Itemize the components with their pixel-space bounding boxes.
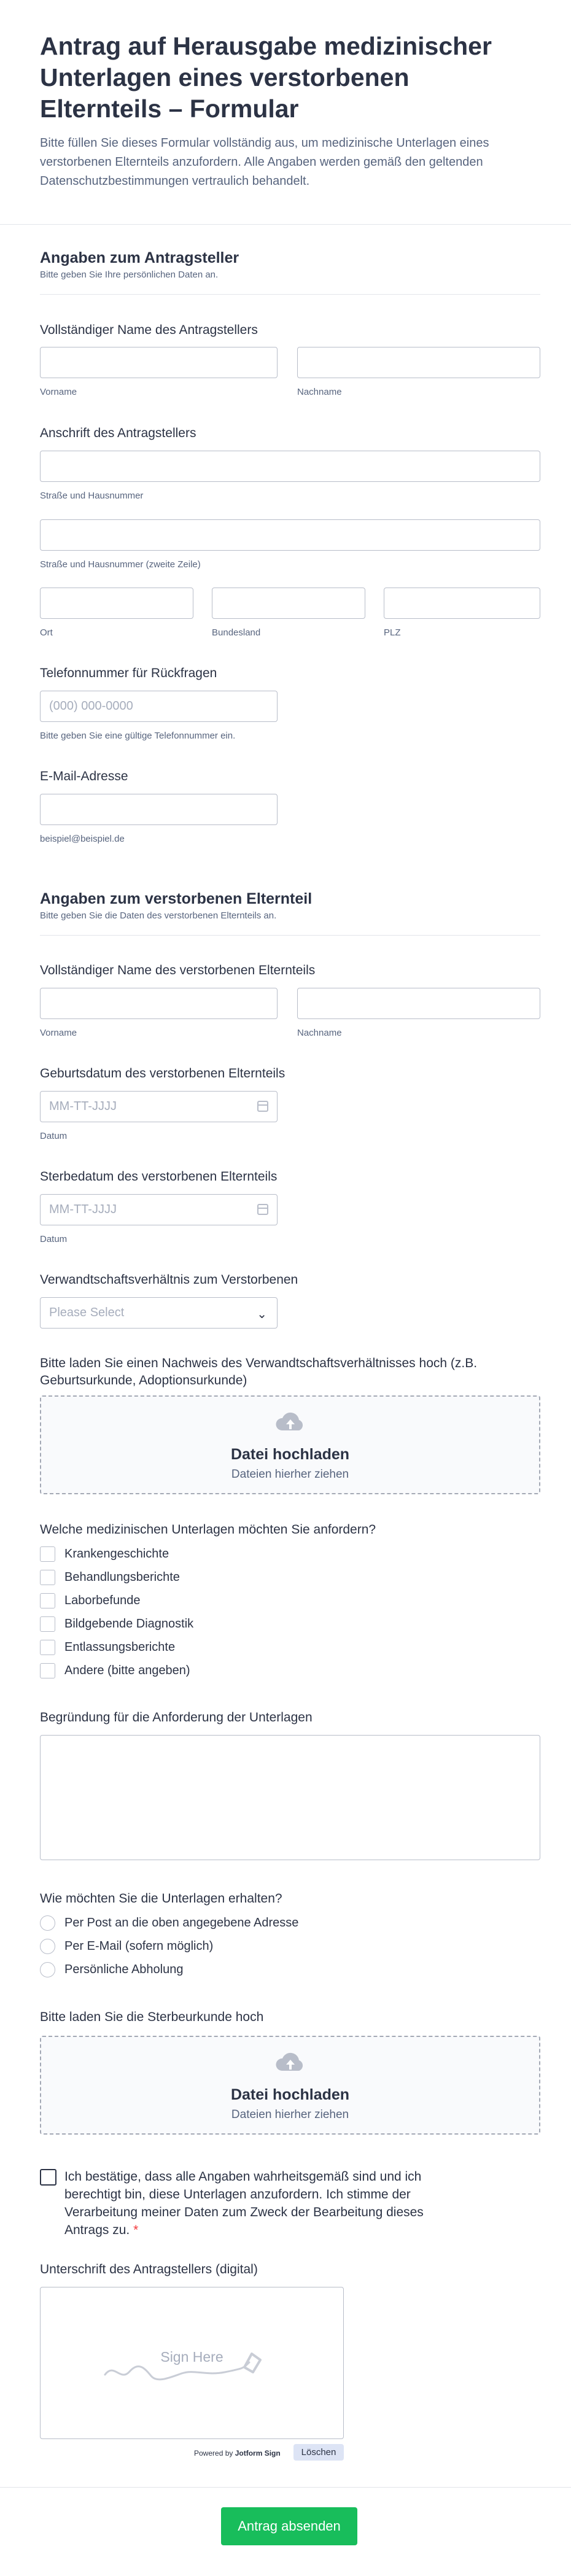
proof-upload-label: Bitte laden Sie einen Nachweis des Verwandtschaftsverhältnisses hoch (z.B. Geburtsurkunde, Adoptionsurkunde)	[40, 1356, 478, 1387]
consent-text-wrap	[40, 2168, 470, 2239]
checkbox[interactable]	[40, 1663, 55, 1678]
delivery-option[interactable]	[40, 1962, 183, 1977]
phone-placeholder: (000) 000-0000	[49, 699, 133, 713]
reason-textarea[interactable]	[40, 1735, 540, 1860]
delivery-option[interactable]	[40, 1939, 213, 1954]
death-cert-upload-area[interactable]	[40, 2036, 540, 2135]
records-option-label: Andere (bitte angeben)	[64, 1664, 190, 1677]
section-applicant	[40, 249, 540, 295]
death-cert-label: Bitte laden Sie die Sterbeurkunde hoch	[40, 2010, 264, 2024]
reason-label: Begründung für die Anforderung der Unterlagen	[40, 1710, 313, 1724]
birth-date-label: Geburtsdatum des verstorbenen Elternteils	[40, 1066, 286, 1080]
page-title: Antrag auf Herausgabe medizinischer Unterlagen eines verstorbenen Elternteils – Formular	[40, 32, 492, 123]
first-name-sublabel: Vorname	[40, 387, 77, 397]
death-date-label: Sterbedatum des verstorbenen Elternteils	[40, 1170, 278, 1184]
proof-upload-area[interactable]	[40, 1395, 540, 1494]
records-option[interactable]	[40, 1593, 140, 1608]
records-option[interactable]	[40, 1570, 180, 1585]
phone-input[interactable]	[40, 691, 278, 722]
calendar-icon[interactable]	[257, 1101, 268, 1112]
applicant-first-name-input[interactable]	[40, 347, 278, 378]
street-input[interactable]	[40, 451, 540, 482]
clear-signature-button[interactable]: Löschen	[293, 2444, 344, 2461]
upload-subtitle: Dateien hierher ziehen	[231, 2108, 349, 2121]
records-option[interactable]	[40, 1640, 175, 1655]
zip-input[interactable]	[384, 588, 540, 619]
section-deceased	[40, 890, 540, 936]
relation-label: Verwandtschaftsverhältnis zum Verstorbenen	[40, 1273, 298, 1287]
applicant-last-name-input[interactable]	[297, 347, 540, 378]
death-date-sublabel: Datum	[40, 1234, 68, 1244]
section-subtitle: Bitte geben Sie Ihre persönlichen Daten an.	[40, 270, 219, 280]
delivery-option-label: Persönliche Abholung	[64, 1963, 184, 1976]
death-date-placeholder: MM-TT-JJJJ	[49, 1203, 117, 1216]
section-title: Angaben zum verstorbenen Elternteil	[40, 890, 313, 907]
city-input[interactable]	[40, 588, 193, 619]
radio-button[interactable]	[40, 1939, 55, 1954]
upload-title: Datei hochladen	[230, 2086, 350, 2103]
records-option[interactable]	[40, 1616, 193, 1632]
powered-prefix: Powered by	[194, 2449, 233, 2458]
records-option-label: Laborbefunde	[64, 1594, 141, 1607]
section-subtitle: Bitte geben Sie die Daten des verstorbenen Elternteils an.	[40, 910, 277, 921]
records-option[interactable]	[40, 1663, 190, 1678]
email-input[interactable]	[40, 794, 278, 825]
required-marker: *	[133, 2223, 139, 2237]
calendar-icon[interactable]	[257, 1204, 268, 1215]
checkbox[interactable]	[40, 1593, 55, 1608]
chevron-down-icon: ⌄	[257, 1308, 267, 1321]
cloud-upload-icon	[276, 2052, 305, 2075]
delivery-option-label: Per Post an die oben angegebene Adresse	[64, 1916, 299, 1930]
records-option[interactable]	[40, 1546, 169, 1562]
cloud-upload-icon	[276, 1411, 305, 1435]
first-name-sublabel: Vorname	[40, 1028, 77, 1038]
deceased-last-name-input[interactable]	[297, 988, 540, 1019]
state-input[interactable]	[212, 588, 365, 619]
street2-input[interactable]	[40, 519, 540, 551]
checkbox[interactable]	[40, 1546, 55, 1562]
section-title: Angaben zum Antragsteller	[40, 249, 239, 266]
email-label: E-Mail-Adresse	[40, 769, 128, 783]
records-option-label: Entlassungsberichte	[64, 1640, 176, 1654]
last-name-sublabel: Nachname	[297, 387, 342, 397]
upload-title: Datei hochladen	[230, 1446, 350, 1463]
powered-by-text	[194, 2449, 281, 2458]
upload-subtitle: Dateien hierher ziehen	[231, 1468, 349, 1481]
signature-hint: Sign Here	[160, 2349, 223, 2365]
checkbox[interactable]	[40, 1570, 55, 1585]
zip-sublabel: PLZ	[384, 627, 401, 638]
records-label: Welche medizinischen Unterlagen möchten Sie anfordern?	[40, 1523, 376, 1537]
state-sublabel: Bundesland	[212, 627, 261, 638]
birth-date-placeholder: MM-TT-JJJJ	[49, 1100, 117, 1113]
city-sublabel: Ort	[40, 627, 53, 638]
delivery-label: Wie möchten Sie die Unterlagen erhalten?	[40, 1891, 282, 1906]
street-sublabel: Straße und Hausnummer	[40, 491, 144, 501]
consent-field[interactable]	[40, 2168, 470, 2239]
powered-brand: Jotform Sign	[235, 2449, 281, 2458]
birth-date-sublabel: Datum	[40, 1131, 68, 1141]
signature-scribble-icon	[102, 2344, 286, 2387]
signature-pad[interactable]	[40, 2287, 344, 2439]
checkbox[interactable]	[40, 1616, 55, 1632]
applicant-address-label: Anschrift des Antragstellers	[40, 426, 196, 440]
radio-button[interactable]	[40, 1915, 55, 1931]
relation-select[interactable]	[40, 1297, 278, 1329]
form-footer-divider	[0, 2487, 571, 2488]
signature-label: Unterschrift des Antragstellers (digital)	[40, 2262, 258, 2276]
deceased-name-label: Vollständiger Name des verstorbenen Elternteils	[40, 963, 316, 977]
delivery-option-label: Per E-Mail (sofern möglich)	[64, 1939, 214, 1953]
deceased-first-name-input[interactable]	[40, 988, 278, 1019]
submit-button[interactable]: Antrag absenden	[221, 2507, 357, 2545]
death-date-input[interactable]	[40, 1194, 278, 1225]
relation-selected-value: Please Select	[49, 1306, 125, 1319]
records-option-label: Bildgebende Diagnostik	[64, 1617, 194, 1631]
consent-checkbox[interactable]	[40, 2169, 56, 2186]
last-name-sublabel: Nachname	[297, 1028, 342, 1038]
applicant-name-label: Vollständiger Name des Antragstellers	[40, 323, 258, 337]
street2-sublabel: Straße und Hausnummer (zweite Zeile)	[40, 559, 201, 570]
records-option-label: Krankengeschichte	[64, 1547, 169, 1561]
radio-button[interactable]	[40, 1962, 55, 1977]
consent-text: Ich bestätige, dass alle Angaben wahrheitsgemäß sind und ich berechtigt bin, diese Unterlagen anzufordern. Ich stimme der Verarbeitung meiner Daten zum Zweck der Bearbeitung dieses Antrags zu.	[64, 2170, 424, 2237]
form-header	[0, 0, 571, 225]
records-option-label: Behandlungsberichte	[64, 1570, 180, 1584]
email-sublabel: beispiel@beispiel.de	[40, 834, 125, 844]
page-description: Bitte füllen Sie dieses Formular vollständig aus, um medizinische Unterlagen eines verstorbenen Elternteils anzufordern. Alle Angaben werden gemäß den geltenden Datenschutzbestimmungen vertraulich behandelt.	[40, 136, 489, 188]
phone-sublabel: Bitte geben Sie eine gültige Telefonnummer ein.	[40, 731, 236, 741]
phone-label: Telefonnummer für Rückfragen	[40, 666, 217, 680]
delivery-option[interactable]	[40, 1915, 298, 1931]
checkbox[interactable]	[40, 1640, 55, 1655]
birth-date-input[interactable]	[40, 1091, 278, 1122]
